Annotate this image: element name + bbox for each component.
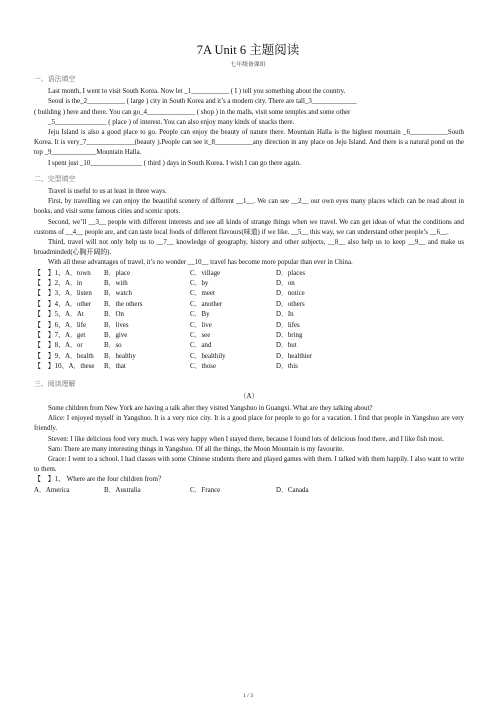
option-d[interactable]: D．healthier — [276, 352, 312, 360]
s1-line-1: Last month, I went to visit South Korea. Now let _1___________ ( I ) tell you something about the country. — [48, 88, 346, 96]
option-b[interactable]: B．the others — [104, 300, 143, 308]
option-row — [34, 362, 464, 372]
option-b[interactable]: B．Australia — [104, 486, 141, 494]
option-c[interactable]: C．those — [190, 363, 217, 371]
option-c[interactable]: C．By — [190, 311, 210, 319]
option-a[interactable]: 【 】6、A．life — [34, 321, 87, 329]
option-c[interactable]: C．village — [190, 269, 221, 277]
reading-part-label: （A） — [239, 392, 259, 400]
option-c[interactable]: C．and — [190, 342, 212, 350]
s1-line-5: Jeju Island is also a good place to go. People can enjoy the beauty of nature there. Mountain Halla is the highest mountain _6___________South Korea. It is very_7______________(beauty ).People can see it_8___________any direction in any place on Jeju Island. And there is a natural pond on the top _9_____________Mountain Halla. — [34, 129, 464, 157]
option-d[interactable]: D．on — [276, 280, 295, 288]
option-c[interactable]: C．another — [190, 300, 223, 308]
option-a[interactable]: 【 】3、A．listen — [34, 290, 92, 298]
option-d[interactable]: D．this — [276, 363, 298, 371]
s1-line-6: I spent just _10_______________ ( third ) days in South Korea. I wish I can go there again. — [48, 159, 301, 167]
option-a[interactable]: 【 】8、A．or — [34, 342, 83, 350]
option-b[interactable]: B．healthy — [104, 352, 136, 360]
option-c[interactable]: C．see — [190, 332, 211, 339]
option-b[interactable]: B．watch — [104, 290, 132, 298]
option-c[interactable]: C．live — [190, 321, 212, 329]
s3-para-5: Grace: I went to a school. I had classes with some Chinese students there and played games with them. I talked with them happily. I also want to write to them. — [34, 455, 464, 474]
option-row — [34, 341, 464, 351]
option-d[interactable]: D．notice — [276, 290, 305, 298]
page-title: 7A Unit 6 主题阅读 — [196, 43, 300, 57]
reading-question: 【 】1、 Where are the four children from？ — [34, 476, 165, 484]
page-number: 1 / 3 — [243, 693, 253, 699]
option-a[interactable]: 【 】4、A．other — [34, 300, 92, 308]
option-d[interactable]: D．bring — [276, 332, 303, 339]
s3-para-4: Sam: There are many interesting things in Yangshuo. Of all the things, the Moon Mountain is my favourite. — [48, 445, 344, 453]
option-a[interactable]: 【 】7、A．get — [34, 332, 86, 339]
option-d[interactable]: D．others — [276, 300, 305, 308]
option-c[interactable]: C．healthily — [190, 352, 226, 360]
page-subtitle: 七年级备课组 — [230, 62, 266, 68]
option-row — [34, 331, 464, 341]
option-b[interactable]: B．On — [104, 311, 124, 319]
s2-para-3: Second, we’ll __3__ people with different interests and see all kinds of strange things when we travel. We can get ideas of what the conditions and customs of __4__ people are, and can taste local foods of different flavours(味道) if we like. __5__ this way, we can understand other people’s __6__. — [34, 218, 464, 236]
option-row — [34, 300, 464, 310]
option-row — [34, 310, 464, 320]
section3-heading: 三、阅读理解 — [34, 380, 76, 388]
option-row — [34, 321, 464, 331]
option-c[interactable]: C．France — [190, 486, 221, 494]
option-d[interactable]: D．places — [276, 269, 306, 277]
option-c[interactable]: C．meet — [190, 290, 215, 298]
s2-para-1: Travel is useful to us at least in three ways. — [48, 188, 167, 196]
option-a[interactable]: 【 】10、A．these — [34, 363, 95, 371]
option-d[interactable]: D．Canada — [276, 486, 309, 494]
option-d[interactable]: D．In — [276, 311, 294, 319]
option-row — [34, 352, 464, 362]
s2-para-2: First, by travelling we can enjoy the beautiful scenery of different __1__. We can see __2__ our own eyes many places which can be read about in books, and visit some famous cities and scenic spots. — [34, 198, 464, 216]
option-b[interactable]: B．place — [104, 269, 131, 277]
section2-heading: 二、完型填空 — [34, 175, 76, 183]
s1-line-2: Seoul is the_2___________ ( large ) city in South Korea and it’s a modern city. There are tall_3_____________ — [48, 98, 357, 106]
option-row — [34, 289, 464, 299]
option-b[interactable]: B．lives — [104, 321, 129, 329]
option-a[interactable]: 【 】1、A．town — [34, 269, 91, 277]
s1-line-3: ( building ) here and there. You can go_4______________ ( shop ) in the malls, visit some temples and some other — [34, 108, 351, 116]
option-row — [34, 269, 464, 279]
s1-line-4: _5_______________ ( place ) of interest. You can also enjoy many kinds of snacks there. — [48, 118, 295, 126]
option-d[interactable]: D．lifes — [276, 321, 300, 329]
option-a[interactable]: 【 】9、A．health — [34, 352, 94, 360]
section1-heading: 一、语法填空 — [34, 76, 76, 83]
option-b[interactable]: B．that — [104, 363, 126, 371]
s3-para-1: Some children from New York are having a talk after they visited Yangshuo in Guangxi. What are they talking about? — [48, 404, 373, 412]
s3-para-3: Steven: I like delicious food very much. I was very happy when I stayed there, because I found lots of delicious food there, and I like fish most. — [48, 435, 444, 443]
option-b[interactable]: B．so — [104, 342, 122, 350]
reading-question-options — [34, 486, 464, 496]
document-content — [34, 72, 464, 496]
option-row — [34, 279, 464, 289]
option-c[interactable]: C．by — [190, 280, 209, 288]
option-a[interactable]: A．America — [34, 486, 70, 494]
option-b[interactable]: B．with — [104, 280, 128, 288]
option-d[interactable]: D．but — [276, 342, 297, 350]
option-b[interactable]: B．give — [104, 332, 128, 339]
option-a[interactable]: 【 】2、A．in — [34, 280, 83, 288]
option-a[interactable]: 【 】5、A．At — [34, 311, 84, 319]
s2-para-5: With all these advantages of travel, it’s no wonder __10__ travel has become more popular than ever in China. — [48, 259, 353, 267]
s3-para-2: Alice: I enjoyed myself in Yangshuo. It is a very nice city. It is a good place for people to go for a vacation. I find that people in Yangshuo are very friendly. — [34, 415, 464, 433]
s2-para-4: Third, travel will not only help us to __7__ knowledge of geography, history and other subjects, __8__ also help us to keep __9__ and make us broadminded(心胸开阔的). — [34, 239, 464, 257]
cloze-options — [34, 269, 464, 373]
